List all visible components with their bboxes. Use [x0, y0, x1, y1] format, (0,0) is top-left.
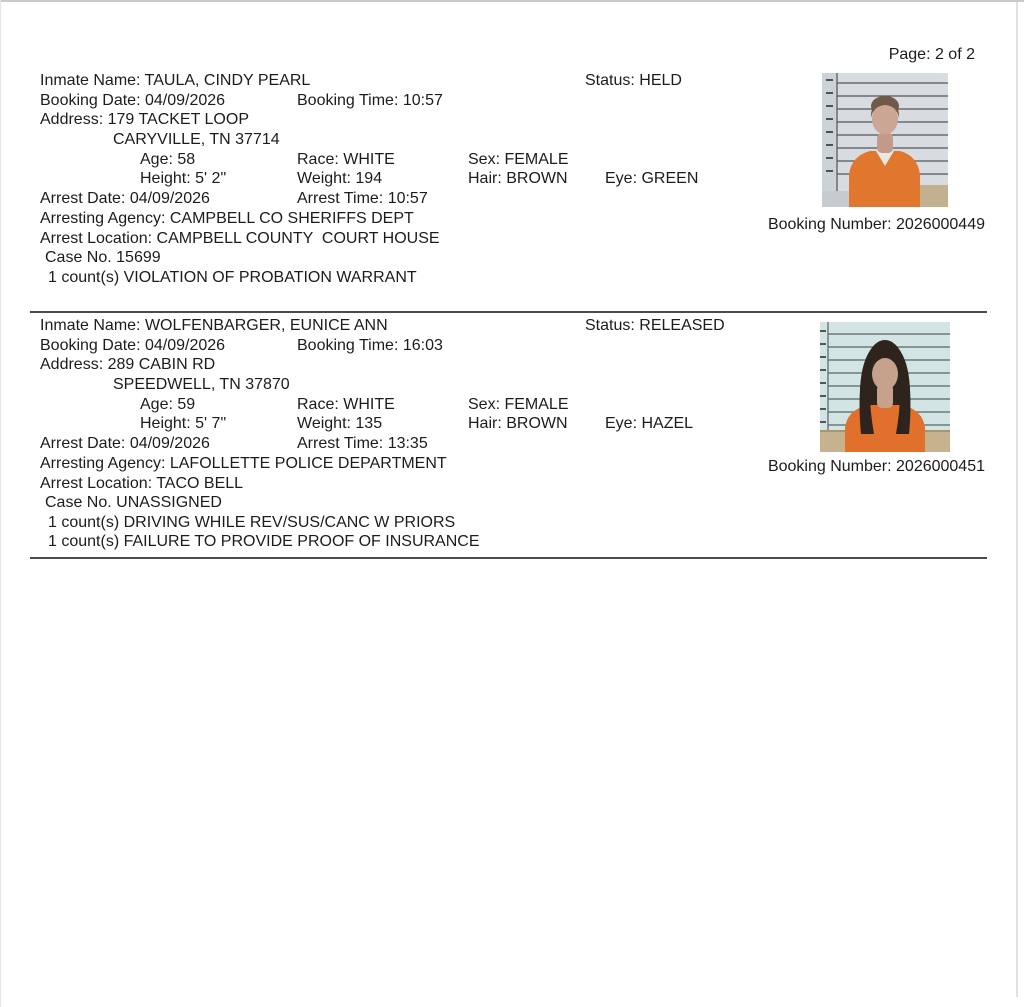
- case-no-line: [45, 248, 161, 268]
- height-value: 5' 2": [195, 170, 227, 187]
- weight-value: 135: [355, 415, 383, 432]
- address-city-value: CARYVILLE, TN 37714: [113, 131, 280, 148]
- age-label: Age:: [140, 396, 173, 413]
- inmate-name-line: [40, 316, 388, 336]
- arrest-date-line: [40, 434, 210, 454]
- arrest-time-label: Arrest Time:: [297, 190, 384, 207]
- case-no-value: UNASSIGNED: [116, 494, 222, 511]
- booking-date-value: 04/09/2026: [144, 92, 226, 109]
- age-value: 59: [177, 396, 196, 413]
- inmate-name-value: TAULA, CINDY PEARL: [144, 72, 311, 89]
- address-city-line: [113, 130, 280, 150]
- sex-label: Sex:: [468, 396, 501, 413]
- charge-line: 1 count(s) FAILURE TO PROVIDE PROOF OF INSURANCE: [48, 533, 480, 550]
- address-line: [40, 355, 215, 375]
- arrest-time-value: 13:35: [387, 435, 428, 452]
- hair-line: [468, 169, 568, 189]
- age-label: Age:: [140, 151, 173, 168]
- arrest-location-value: CAMPBELL COUNTY COURT HOUSE: [156, 230, 440, 247]
- charge-line: 1 count(s) DRIVING WHILE REV/SUS/CANC W PRIORS: [48, 514, 456, 531]
- arrest-date-value: 04/09/2026: [129, 190, 210, 207]
- weight-value: 194: [355, 170, 383, 187]
- booking-number-value: 2026000451: [896, 458, 985, 475]
- booking-number-label: Booking Number:: [767, 216, 892, 233]
- sex-label: Sex:: [468, 151, 501, 168]
- weight-label: Weight:: [297, 415, 351, 432]
- hair-label: Hair:: [468, 170, 502, 187]
- address-city-line: [113, 375, 290, 395]
- arrest-time-line: [297, 189, 428, 209]
- status-value: HELD: [639, 72, 682, 89]
- inmate-record: [0, 71, 1024, 301]
- height-line: [140, 414, 226, 434]
- address-line: [40, 110, 249, 130]
- race-label: Race:: [297, 396, 339, 413]
- eye-line: [605, 169, 698, 189]
- race-line: [297, 395, 395, 415]
- booking-date-line: [40, 91, 225, 111]
- case-no-label: Case No.: [45, 494, 112, 511]
- booking-time-value: 10:57: [402, 92, 443, 109]
- arrest-time-label: Arrest Time:: [297, 435, 384, 452]
- race-value: WHITE: [343, 396, 395, 413]
- mugshot-photo: [820, 322, 950, 452]
- record-separator: [30, 557, 987, 559]
- address-value: 289 CABIN RD: [107, 356, 216, 373]
- sex-value: FEMALE: [504, 151, 569, 168]
- booking-number-value: 2026000449: [896, 216, 985, 233]
- booking-time-line: [297, 91, 443, 111]
- page-top-edge: [0, 0, 1024, 2]
- eye-value: HAZEL: [641, 415, 694, 432]
- status-label: Status:: [585, 317, 635, 334]
- arrest-time-line: [297, 434, 428, 454]
- arrest-location-label: Arrest Location:: [40, 230, 153, 247]
- arrest-location-label: Arrest Location:: [40, 475, 153, 492]
- inmate-name-value: WOLFENBARGER, EUNICE ANN: [144, 317, 388, 334]
- arrest-date-value: 04/09/2026: [129, 435, 210, 452]
- sex-line: [468, 395, 568, 415]
- eye-value: GREEN: [641, 170, 699, 187]
- arresting-agency-line: [40, 454, 447, 474]
- age-line: [140, 150, 195, 170]
- hair-value: BROWN: [506, 415, 568, 432]
- eye-label: Eye:: [605, 170, 638, 187]
- booking-time-label: Booking Time:: [297, 92, 399, 109]
- hair-value: BROWN: [506, 170, 568, 187]
- race-label: Race:: [297, 151, 339, 168]
- booking-date-label: Booking Date:: [40, 337, 141, 354]
- address-label: Address:: [40, 356, 104, 373]
- status-value: RELEASED: [639, 317, 725, 334]
- weight-line: [297, 414, 382, 434]
- age-line: [140, 395, 195, 415]
- arresting-agency-value: CAMPBELL CO SHERIFFS DEPT: [169, 210, 414, 227]
- case-no-label: Case No.: [45, 249, 112, 266]
- booking-number-line: [768, 457, 985, 477]
- booking-date-value: 04/09/2026: [144, 337, 226, 354]
- arresting-agency-value: LAFOLLETTE POLICE DEPARTMENT: [169, 455, 447, 472]
- inmate-name-label: Inmate Name:: [40, 317, 141, 334]
- inmate-record: [0, 316, 1024, 556]
- eye-line: [605, 414, 693, 434]
- height-value: 5' 7": [195, 415, 227, 432]
- status-line: [585, 71, 682, 91]
- case-no-value: 15699: [116, 249, 161, 266]
- height-label: Height:: [140, 170, 191, 187]
- arresting-agency-line: [40, 209, 414, 229]
- inmate-name-line: [40, 71, 310, 91]
- race-value: WHITE: [343, 151, 395, 168]
- booking-time-line: [297, 336, 443, 356]
- arresting-agency-label: Arresting Agency:: [40, 210, 166, 227]
- status-label: Status:: [585, 72, 635, 89]
- address-value: 179 TACKET LOOP: [107, 111, 249, 128]
- booking-time-label: Booking Time:: [297, 337, 399, 354]
- arrest-location-line: [40, 474, 243, 494]
- charge-line: 1 count(s) VIOLATION OF PROBATION WARRANT: [48, 269, 417, 286]
- record-separator: [30, 311, 987, 313]
- booking-number-label: Booking Number:: [767, 458, 892, 475]
- arrest-date-label: Arrest Date:: [40, 190, 126, 207]
- booking-time-value: 16:03: [402, 337, 443, 354]
- booking-number-line: [768, 215, 985, 235]
- arresting-agency-label: Arresting Agency:: [40, 455, 166, 472]
- weight-label: Weight:: [297, 170, 351, 187]
- mugshot-photo: [822, 73, 948, 207]
- arrest-time-value: 10:57: [387, 190, 428, 207]
- sex-line: [468, 150, 568, 170]
- arrest-location-line: [40, 229, 440, 249]
- address-label: Address:: [40, 111, 104, 128]
- race-line: [297, 150, 395, 170]
- address-city-value: SPEEDWELL, TN 37870: [113, 376, 290, 393]
- hair-line: [468, 414, 568, 434]
- weight-line: [297, 169, 382, 189]
- arrest-date-label: Arrest Date:: [40, 435, 126, 452]
- height-line: [140, 169, 226, 189]
- arrest-date-line: [40, 189, 210, 209]
- height-label: Height:: [140, 415, 191, 432]
- inmate-name-label: Inmate Name:: [40, 72, 141, 89]
- eye-label: Eye:: [605, 415, 638, 432]
- arrest-location-value: TACO BELL: [156, 475, 244, 492]
- case-no-line: [45, 493, 222, 513]
- hair-label: Hair:: [468, 415, 502, 432]
- booking-date-label: Booking Date:: [40, 92, 141, 109]
- sex-value: FEMALE: [504, 396, 569, 413]
- page-indicator: Page: 2 of 2: [888, 46, 975, 63]
- booking-date-line: [40, 336, 225, 356]
- status-line: [585, 316, 725, 336]
- age-value: 58: [177, 151, 196, 168]
